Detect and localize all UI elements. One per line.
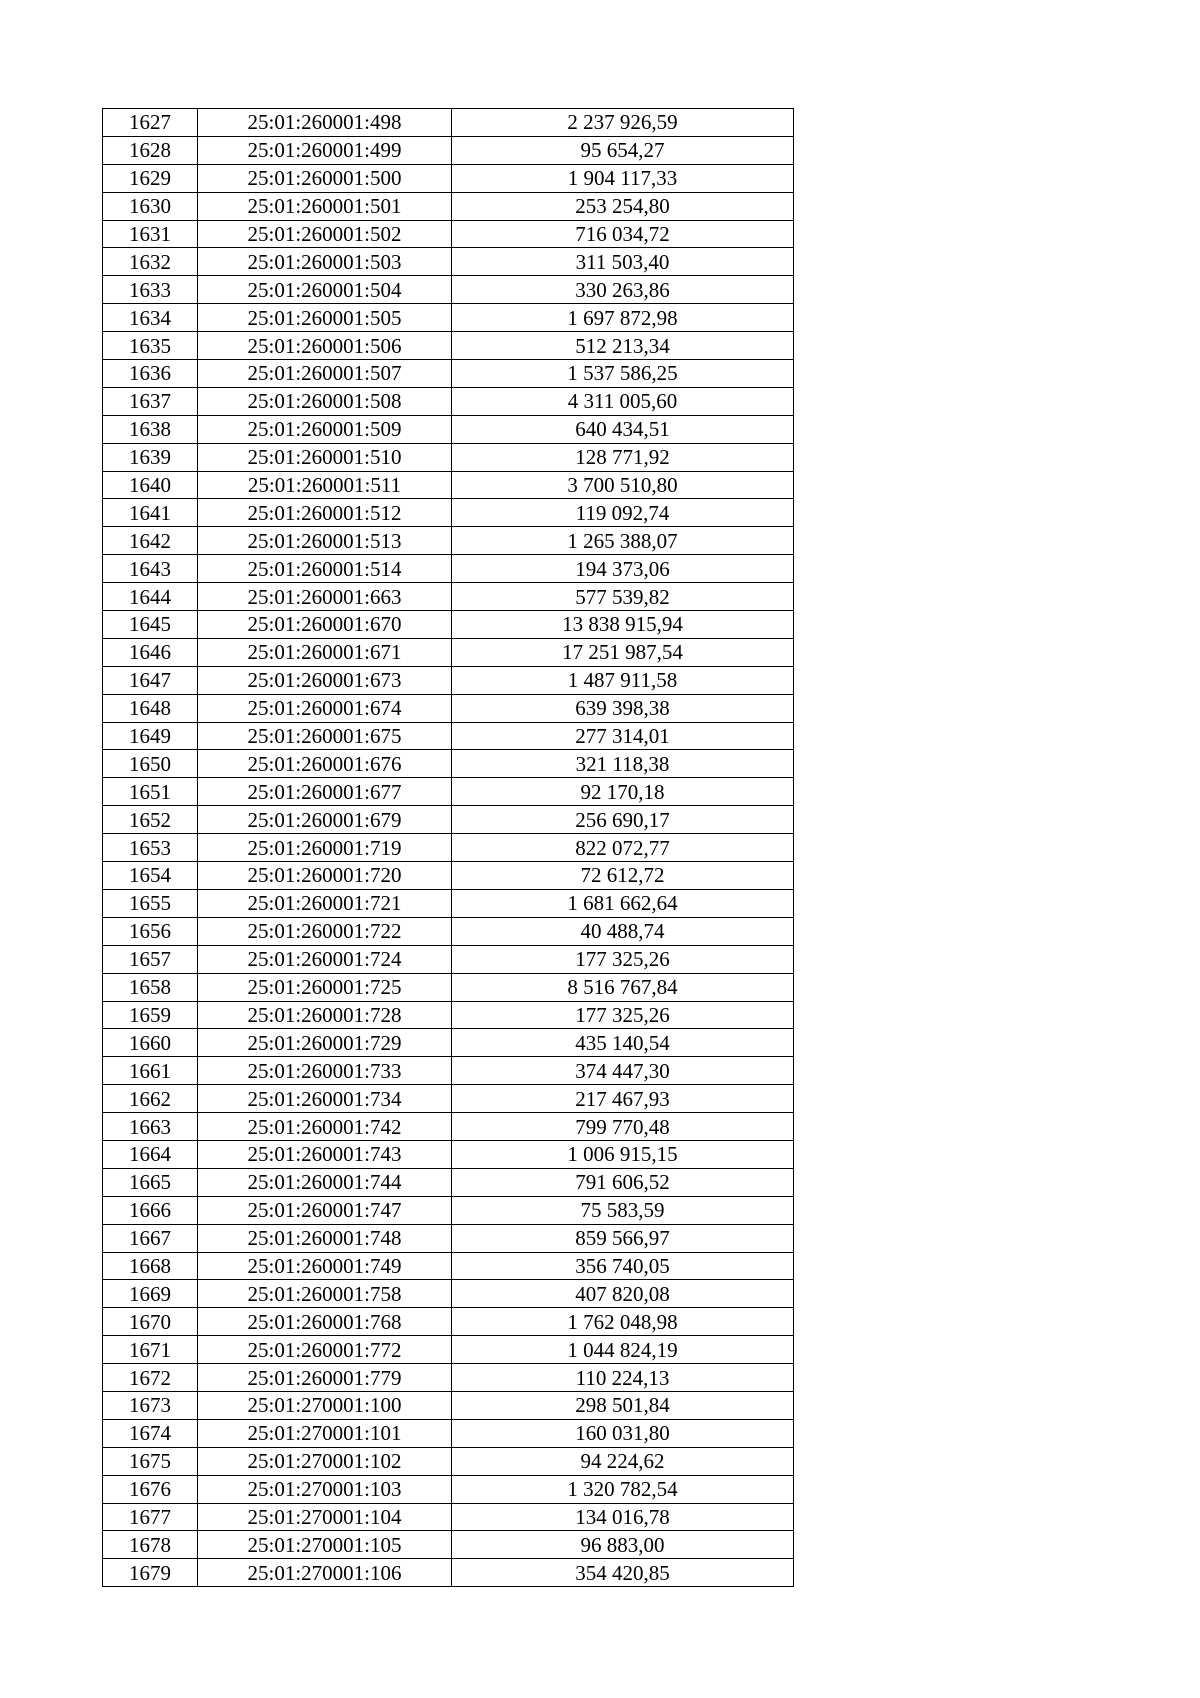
table-row xyxy=(103,750,794,778)
row-number-cell: 1667 xyxy=(103,1224,198,1252)
table-row xyxy=(103,527,794,555)
row-number-cell: 1635 xyxy=(103,332,198,360)
table-row xyxy=(103,443,794,471)
table-row xyxy=(103,945,794,973)
row-number-cell: 1649 xyxy=(103,722,198,750)
row-number-cell: 1674 xyxy=(103,1419,198,1447)
row-number-cell: 1679 xyxy=(103,1559,198,1587)
table-row xyxy=(103,1336,794,1364)
cadastral-number-cell: 25:01:270001:106 xyxy=(198,1559,452,1587)
cadastral-number-cell: 25:01:260001:674 xyxy=(198,694,452,722)
table-row xyxy=(103,1168,794,1196)
table-row xyxy=(103,1364,794,1392)
row-number-cell: 1656 xyxy=(103,917,198,945)
cadastral-number-cell: 25:01:260001:511 xyxy=(198,471,452,499)
cadastral-number-cell: 25:01:270001:101 xyxy=(198,1419,452,1447)
row-number-cell: 1633 xyxy=(103,276,198,304)
table-body xyxy=(103,109,794,1587)
table-row xyxy=(103,583,794,611)
table-row xyxy=(103,1001,794,1029)
cadastral-number-cell: 25:01:270001:103 xyxy=(198,1475,452,1503)
cadastral-value-cell: 119 092,74 xyxy=(452,499,794,527)
table-row xyxy=(103,889,794,917)
table-row xyxy=(103,136,794,164)
cadastral-value-cell: 75 583,59 xyxy=(452,1196,794,1224)
cadastral-value-cell: 822 072,77 xyxy=(452,834,794,862)
cadastral-number-cell: 25:01:260001:720 xyxy=(198,862,452,890)
cadastral-number-cell: 25:01:260001:734 xyxy=(198,1085,452,1113)
cadastral-value-cell: 256 690,17 xyxy=(452,806,794,834)
cadastral-value-table xyxy=(102,108,794,1587)
table-row xyxy=(103,1475,794,1503)
row-number-cell: 1627 xyxy=(103,109,198,137)
cadastral-number-cell: 25:01:260001:670 xyxy=(198,611,452,639)
cadastral-value-cell: 512 213,34 xyxy=(452,332,794,360)
cadastral-number-cell: 25:01:260001:498 xyxy=(198,109,452,137)
row-number-cell: 1660 xyxy=(103,1029,198,1057)
row-number-cell: 1677 xyxy=(103,1503,198,1531)
row-number-cell: 1669 xyxy=(103,1280,198,1308)
table-row xyxy=(103,1029,794,1057)
cadastral-number-cell: 25:01:260001:677 xyxy=(198,778,452,806)
cadastral-value-cell: 13 838 915,94 xyxy=(452,611,794,639)
cadastral-number-cell: 25:01:260001:742 xyxy=(198,1113,452,1141)
cadastral-number-cell: 25:01:260001:671 xyxy=(198,638,452,666)
cadastral-value-cell: 1 681 662,64 xyxy=(452,889,794,917)
cadastral-value-cell: 40 488,74 xyxy=(452,917,794,945)
row-number-cell: 1632 xyxy=(103,248,198,276)
table-row xyxy=(103,611,794,639)
row-number-cell: 1630 xyxy=(103,192,198,220)
cadastral-number-cell: 25:01:260001:724 xyxy=(198,945,452,973)
row-number-cell: 1675 xyxy=(103,1447,198,1475)
cadastral-value-cell: 1 006 915,15 xyxy=(452,1140,794,1168)
table-row xyxy=(103,778,794,806)
cadastral-value-cell: 407 820,08 xyxy=(452,1280,794,1308)
cadastral-number-cell: 25:01:260001:747 xyxy=(198,1196,452,1224)
cadastral-value-cell: 330 263,86 xyxy=(452,276,794,304)
row-number-cell: 1659 xyxy=(103,1001,198,1029)
cadastral-value-cell: 321 118,38 xyxy=(452,750,794,778)
row-number-cell: 1639 xyxy=(103,443,198,471)
cadastral-number-cell: 25:01:260001:729 xyxy=(198,1029,452,1057)
cadastral-value-cell: 194 373,06 xyxy=(452,555,794,583)
cadastral-number-cell: 25:01:260001:676 xyxy=(198,750,452,778)
table-row xyxy=(103,1419,794,1447)
cadastral-value-cell: 1 762 048,98 xyxy=(452,1308,794,1336)
row-number-cell: 1671 xyxy=(103,1336,198,1364)
row-number-cell: 1653 xyxy=(103,834,198,862)
cadastral-number-cell: 25:01:270001:105 xyxy=(198,1531,452,1559)
table-row xyxy=(103,276,794,304)
cadastral-value-cell: 253 254,80 xyxy=(452,192,794,220)
row-number-cell: 1636 xyxy=(103,360,198,388)
cadastral-value-cell: 356 740,05 xyxy=(452,1252,794,1280)
cadastral-number-cell: 25:01:260001:725 xyxy=(198,973,452,1001)
cadastral-number-cell: 25:01:260001:728 xyxy=(198,1001,452,1029)
row-number-cell: 1648 xyxy=(103,694,198,722)
cadastral-number-cell: 25:01:260001:513 xyxy=(198,527,452,555)
row-number-cell: 1654 xyxy=(103,862,198,890)
table-row xyxy=(103,1559,794,1587)
cadastral-value-cell: 577 539,82 xyxy=(452,583,794,611)
row-number-cell: 1645 xyxy=(103,611,198,639)
cadastral-number-cell: 25:01:260001:507 xyxy=(198,360,452,388)
cadastral-value-cell: 92 170,18 xyxy=(452,778,794,806)
row-number-cell: 1650 xyxy=(103,750,198,778)
cadastral-number-cell: 25:01:270001:100 xyxy=(198,1391,452,1419)
cadastral-value-cell: 217 467,93 xyxy=(452,1085,794,1113)
row-number-cell: 1670 xyxy=(103,1308,198,1336)
table-row xyxy=(103,1391,794,1419)
table-row xyxy=(103,192,794,220)
cadastral-number-cell: 25:01:260001:500 xyxy=(198,164,452,192)
table-row xyxy=(103,1113,794,1141)
table-row xyxy=(103,360,794,388)
table-row xyxy=(103,694,794,722)
cadastral-number-cell: 25:01:260001:514 xyxy=(198,555,452,583)
cadastral-value-cell: 354 420,85 xyxy=(452,1559,794,1587)
table-row xyxy=(103,1447,794,1475)
table-row xyxy=(103,638,794,666)
cadastral-number-cell: 25:01:260001:779 xyxy=(198,1364,452,1392)
cadastral-number-cell: 25:01:260001:743 xyxy=(198,1140,452,1168)
cadastral-value-cell: 1 487 911,58 xyxy=(452,666,794,694)
cadastral-number-cell: 25:01:260001:502 xyxy=(198,220,452,248)
cadastral-value-cell: 799 770,48 xyxy=(452,1113,794,1141)
cadastral-number-cell: 25:01:260001:509 xyxy=(198,415,452,443)
table-row xyxy=(103,555,794,583)
cadastral-value-cell: 1 044 824,19 xyxy=(452,1336,794,1364)
cadastral-number-cell: 25:01:260001:510 xyxy=(198,443,452,471)
cadastral-number-cell: 25:01:260001:503 xyxy=(198,248,452,276)
table-row xyxy=(103,834,794,862)
row-number-cell: 1655 xyxy=(103,889,198,917)
row-number-cell: 1662 xyxy=(103,1085,198,1113)
table-row xyxy=(103,304,794,332)
row-number-cell: 1676 xyxy=(103,1475,198,1503)
cadastral-number-cell: 25:01:260001:722 xyxy=(198,917,452,945)
cadastral-value-cell: 2 237 926,59 xyxy=(452,109,794,137)
cadastral-value-cell: 72 612,72 xyxy=(452,862,794,890)
cadastral-value-cell: 859 566,97 xyxy=(452,1224,794,1252)
cadastral-number-cell: 25:01:260001:506 xyxy=(198,332,452,360)
cadastral-number-cell: 25:01:260001:504 xyxy=(198,276,452,304)
table-row xyxy=(103,1280,794,1308)
cadastral-number-cell: 25:01:260001:749 xyxy=(198,1252,452,1280)
cadastral-value-cell: 1 904 117,33 xyxy=(452,164,794,192)
cadastral-number-cell: 25:01:260001:663 xyxy=(198,583,452,611)
cadastral-value-cell: 177 325,26 xyxy=(452,1001,794,1029)
cadastral-number-cell: 25:01:260001:512 xyxy=(198,499,452,527)
cadastral-value-cell: 3 700 510,80 xyxy=(452,471,794,499)
cadastral-number-cell: 25:01:260001:748 xyxy=(198,1224,452,1252)
table-row xyxy=(103,806,794,834)
row-number-cell: 1666 xyxy=(103,1196,198,1224)
row-number-cell: 1661 xyxy=(103,1057,198,1085)
cadastral-value-cell: 1 265 388,07 xyxy=(452,527,794,555)
row-number-cell: 1634 xyxy=(103,304,198,332)
row-number-cell: 1638 xyxy=(103,415,198,443)
cadastral-number-cell: 25:01:260001:508 xyxy=(198,387,452,415)
table-row xyxy=(103,722,794,750)
cadastral-number-cell: 25:01:270001:104 xyxy=(198,1503,452,1531)
table-row xyxy=(103,1140,794,1168)
row-number-cell: 1663 xyxy=(103,1113,198,1141)
row-number-cell: 1643 xyxy=(103,555,198,583)
cadastral-number-cell: 25:01:260001:675 xyxy=(198,722,452,750)
cadastral-number-cell: 25:01:260001:679 xyxy=(198,806,452,834)
row-number-cell: 1644 xyxy=(103,583,198,611)
table-row xyxy=(103,666,794,694)
cadastral-value-cell: 311 503,40 xyxy=(452,248,794,276)
cadastral-value-cell: 277 314,01 xyxy=(452,722,794,750)
table-row xyxy=(103,109,794,137)
cadastral-value-cell: 128 771,92 xyxy=(452,443,794,471)
cadastral-value-cell: 640 434,51 xyxy=(452,415,794,443)
table-row xyxy=(103,248,794,276)
table-row xyxy=(103,415,794,443)
table-row xyxy=(103,1531,794,1559)
table-row xyxy=(103,471,794,499)
cadastral-number-cell: 25:01:260001:758 xyxy=(198,1280,452,1308)
table-row xyxy=(103,1224,794,1252)
cadastral-number-cell: 25:01:260001:768 xyxy=(198,1308,452,1336)
row-number-cell: 1640 xyxy=(103,471,198,499)
cadastral-number-cell: 25:01:260001:499 xyxy=(198,136,452,164)
row-number-cell: 1628 xyxy=(103,136,198,164)
table-row xyxy=(103,1085,794,1113)
row-number-cell: 1641 xyxy=(103,499,198,527)
table-row xyxy=(103,1196,794,1224)
table-row xyxy=(103,973,794,1001)
row-number-cell: 1668 xyxy=(103,1252,198,1280)
cadastral-number-cell: 25:01:270001:102 xyxy=(198,1447,452,1475)
table-row xyxy=(103,1503,794,1531)
table-row xyxy=(103,164,794,192)
cadastral-value-cell: 639 398,38 xyxy=(452,694,794,722)
cadastral-value-cell: 96 883,00 xyxy=(452,1531,794,1559)
table-row xyxy=(103,332,794,360)
cadastral-value-cell: 95 654,27 xyxy=(452,136,794,164)
cadastral-number-cell: 25:01:260001:744 xyxy=(198,1168,452,1196)
row-number-cell: 1673 xyxy=(103,1391,198,1419)
row-number-cell: 1665 xyxy=(103,1168,198,1196)
cadastral-number-cell: 25:01:260001:505 xyxy=(198,304,452,332)
cadastral-value-cell: 110 224,13 xyxy=(452,1364,794,1392)
cadastral-value-cell: 374 447,30 xyxy=(452,1057,794,1085)
table-row xyxy=(103,917,794,945)
cadastral-value-cell: 8 516 767,84 xyxy=(452,973,794,1001)
cadastral-value-cell: 160 031,80 xyxy=(452,1419,794,1447)
table-row xyxy=(103,220,794,248)
cadastral-value-cell: 17 251 987,54 xyxy=(452,638,794,666)
row-number-cell: 1647 xyxy=(103,666,198,694)
row-number-cell: 1642 xyxy=(103,527,198,555)
cadastral-number-cell: 25:01:260001:673 xyxy=(198,666,452,694)
cadastral-value-cell: 134 016,78 xyxy=(452,1503,794,1531)
cadastral-value-cell: 1 320 782,54 xyxy=(452,1475,794,1503)
table-row xyxy=(103,1252,794,1280)
cadastral-number-cell: 25:01:260001:721 xyxy=(198,889,452,917)
row-number-cell: 1631 xyxy=(103,220,198,248)
table-row xyxy=(103,499,794,527)
cadastral-value-cell: 1 697 872,98 xyxy=(452,304,794,332)
cadastral-value-cell: 716 034,72 xyxy=(452,220,794,248)
cadastral-number-cell: 25:01:260001:733 xyxy=(198,1057,452,1085)
row-number-cell: 1678 xyxy=(103,1531,198,1559)
row-number-cell: 1629 xyxy=(103,164,198,192)
cadastral-number-cell: 25:01:260001:772 xyxy=(198,1336,452,1364)
table-row xyxy=(103,1057,794,1085)
row-number-cell: 1646 xyxy=(103,638,198,666)
row-number-cell: 1664 xyxy=(103,1140,198,1168)
cadastral-value-cell: 94 224,62 xyxy=(452,1447,794,1475)
cadastral-value-cell: 435 140,54 xyxy=(452,1029,794,1057)
row-number-cell: 1651 xyxy=(103,778,198,806)
row-number-cell: 1657 xyxy=(103,945,198,973)
row-number-cell: 1652 xyxy=(103,806,198,834)
table-row xyxy=(103,1308,794,1336)
cadastral-value-cell: 791 606,52 xyxy=(452,1168,794,1196)
row-number-cell: 1658 xyxy=(103,973,198,1001)
cadastral-number-cell: 25:01:260001:719 xyxy=(198,834,452,862)
row-number-cell: 1672 xyxy=(103,1364,198,1392)
table-row xyxy=(103,862,794,890)
cadastral-value-cell: 4 311 005,60 xyxy=(452,387,794,415)
cadastral-value-cell: 177 325,26 xyxy=(452,945,794,973)
table-row xyxy=(103,387,794,415)
cadastral-number-cell: 25:01:260001:501 xyxy=(198,192,452,220)
row-number-cell: 1637 xyxy=(103,387,198,415)
cadastral-value-cell: 298 501,84 xyxy=(452,1391,794,1419)
cadastral-value-cell: 1 537 586,25 xyxy=(452,360,794,388)
